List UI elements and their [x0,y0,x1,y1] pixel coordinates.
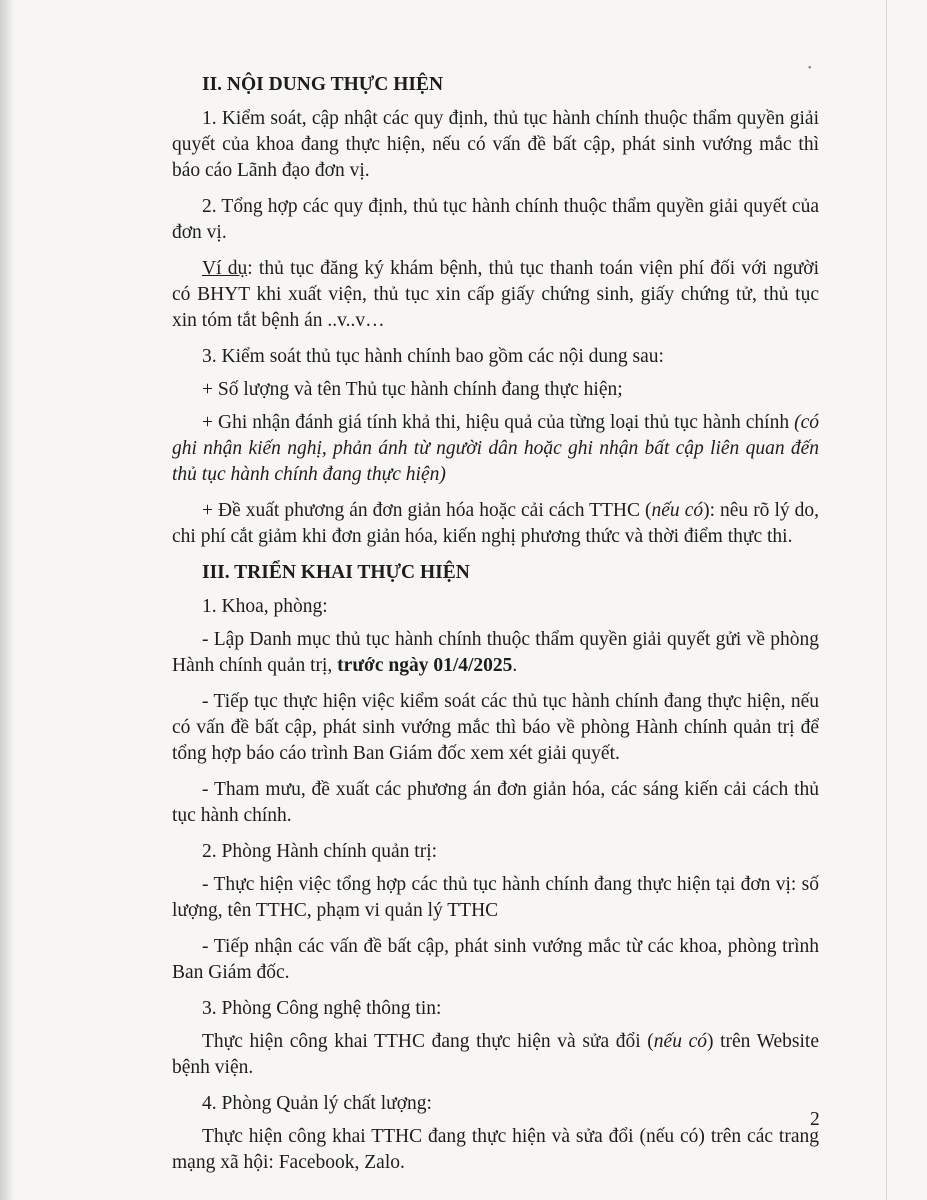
sub-1-para-1-end: . [512,655,518,676]
scan-right-edge [886,0,887,1200]
section-2-bullet-1: + Số lượng và tên Thủ tục hành chính đang thực hiện; [202,379,623,400]
section-2-item-2: 2. Tổng hợp các quy định, thủ tục hành chính thuộc thẩm quyền giải quyết của đơn vị. [172,196,819,243]
example-text: : thủ tục đăng ký khám bệnh, thủ tục thanh toán viện phí đối với người có BHYT khi xuất viện, thủ tục xin cấp giấy chứng sinh, giấy chứng tử, thủ tục xin tóm tắt bệnh án ..v..v… [172,258,819,331]
sub-1-para-1-text: - Lập Danh mục thủ tục hành chính thuộc thẩm quyền giải quyết gửi về phòng Hành chính quản trị, [172,629,819,676]
section-2-item-1: 1. Kiểm soát, cập nhật các quy định, thủ tục hành chính thuộc thẩm quyền giải quyết của khoa đang thực hiện, nếu có vấn đề bất cập, phát sinh vướng mắc thì báo cáo Lãnh đạo đơn vị. [172,108,819,181]
section-3-sub-3-heading: 3. Phòng Công nghệ thông tin: [202,998,442,1019]
section-2-bullet-3 [172,498,819,550]
example-label: Ví dụ [202,258,248,279]
section-3-sub-3-para-1 [172,1029,819,1081]
section-2-heading: II. NỘI DUNG THỰC HIỆN [202,74,444,95]
section-3-sub-4-para-1: Thực hiện công khai TTHC đang thực hiện và sửa đổi (nếu có) trên các trang mạng xã hội: Facebook, Zalo. [172,1126,819,1173]
bullet-3-italic: nếu có [651,500,704,521]
section-3-heading: III. TRIỂN KHAI THỰC HIỆN [202,562,470,583]
bullet-2-note: (có ghi nhận kiến nghị, phản ánh từ người dân hoặc ghi nhận bất cập liên quan đến thủ tục hành chính đang thực hiện) [172,412,819,485]
section-2-item-3: 3. Kiểm soát thủ tục hành chính bao gồm các nội dung sau: [202,346,664,367]
section-3-sub-1-para-2: - Tiếp tục thực hiện việc kiểm soát các thủ tục hành chính đang thực hiện, nếu có vấn đề bất cập, phát sinh vướng mắc thì báo về phòng Hành chính quản trị để tổng hợp báo cáo trình Ban Giám đốc xem xét giải quyết. [172,691,819,764]
bullet-2-text: + Ghi nhận đánh giá tính khả thi, hiệu quả của từng loại thủ tục hành chính [202,412,795,433]
sub-3-text-end: ) trên Website bệnh viện. [172,1031,820,1078]
section-3-sub-1-para-1 [172,627,819,679]
section-3-sub-1-para-3: - Tham mưu, đề xuất các phương án đơn giản hóa, các sáng kiến cải cách thủ tục hành chính. [172,779,819,826]
sub-3-text-start: Thực hiện công khai TTHC đang thực hiện và sửa đổi ( [202,1031,654,1052]
sub-3-italic: nếu có [653,1031,707,1052]
bullet-3-end: ): nêu rõ lý do, chi phí cắt giảm khi đơn giản hóa, kiến nghị phương thức và thời điểm thực thi. [172,500,819,547]
section-2-example [172,256,819,334]
section-3-sub-2-heading: 2. Phòng Hành chính quản trị: [202,841,438,862]
section-3-sub-1-heading: 1. Khoa, phòng: [202,596,328,617]
scan-left-edge [0,0,14,1200]
bullet-3-start: + Đề xuất phương án đơn giản hóa hoặc cải cách TTHC ( [202,500,652,521]
section-3-sub-4-heading: 4. Phòng Quản lý chất lượng: [202,1093,432,1114]
section-2-bullet-2 [172,410,819,488]
section-3-sub-2-para-2: - Tiếp nhận các vấn đề bất cập, phát sinh vướng mắc từ các khoa, phòng trình Ban Giám đốc. [172,936,819,983]
section-3-sub-2-para-1: - Thực hiện việc tổng hợp các thủ tục hành chính đang thực hiện tại đơn vị: số lượng, tên TTHC, phạm vi quản lý TTHC [172,874,819,921]
page-number: 2 [810,1109,820,1130]
deadline-date: trước ngày 01/4/2025 [337,655,513,676]
scan-speck: • [808,63,812,74]
